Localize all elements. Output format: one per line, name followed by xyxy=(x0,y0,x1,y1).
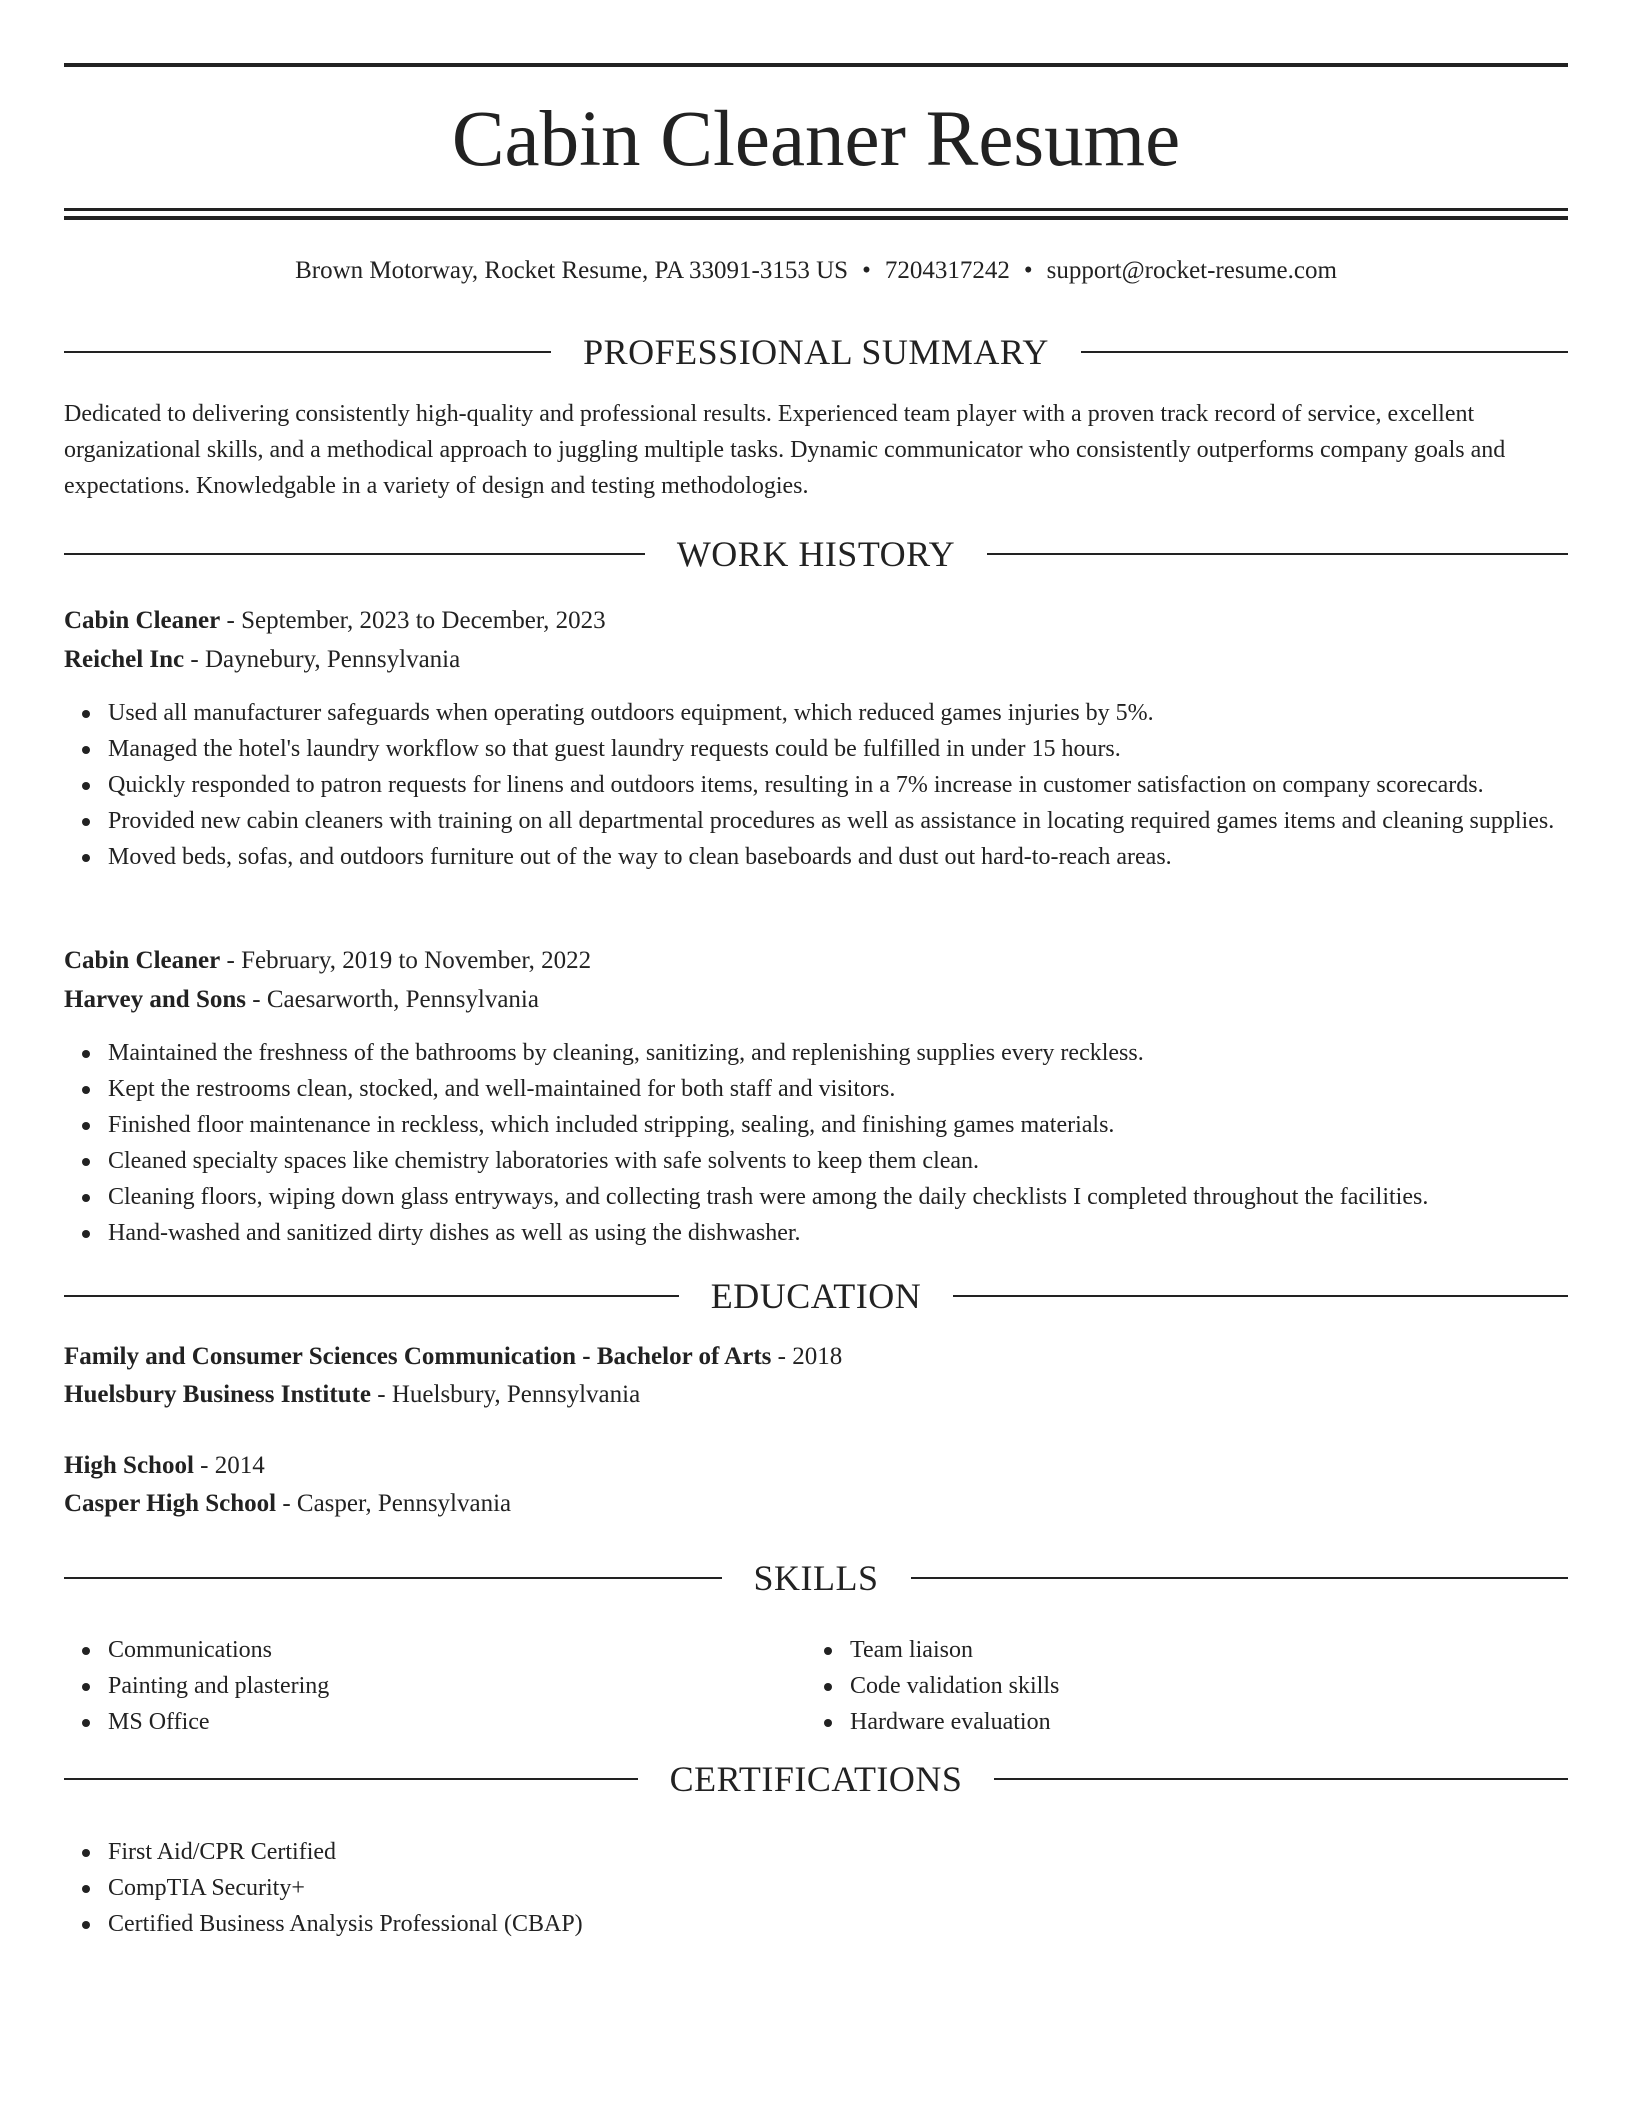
title-double-rule xyxy=(64,208,1568,220)
heading-rule xyxy=(953,1295,1568,1297)
list-item: Moved beds, sofas, and outdoors furniture out of the way to clean baseboards and dust out hard-to-reach areas. xyxy=(108,839,1612,875)
education-location: Casper, Pennsylvania xyxy=(296,1490,512,1517)
heading-rule xyxy=(64,553,645,555)
list-item: Cleaning floors, wiping down glass entryways, and collecting trash were among the daily checklists I completed throughout the facilities. xyxy=(108,1179,1612,1215)
contact-phone: 7204317242 xyxy=(884,257,1010,284)
education-degree: High School xyxy=(64,1452,194,1479)
education-degree-line: Family and Consumer Sciences Communication - Bachelor of Arts - 2018 xyxy=(64,1343,843,1370)
list-item: Managed the hotel's laundry workflow so that guest laundry requests could be fulfilled in under 15 hours. xyxy=(108,731,1612,767)
job-location: Caesarworth, Pennsylvania xyxy=(266,986,539,1013)
job-company: Reichel Inc xyxy=(64,646,185,673)
list-item: Certified Business Analysis Professional (CBAP) xyxy=(108,1906,1612,1942)
education-location: Huelsbury, Pennsylvania xyxy=(391,1381,641,1408)
skills-list-right xyxy=(806,1632,1632,1740)
section-heading-education xyxy=(64,1274,1568,1318)
list-item: Used all manufacturer safeguards when operating outdoors equipment, which reduced games injuries by 5%. xyxy=(108,695,1612,731)
section-title: EDUCATION xyxy=(710,1276,922,1316)
contact-separator: • xyxy=(862,257,871,284)
job-company: Harvey and Sons xyxy=(64,986,246,1013)
section-heading-work-history xyxy=(64,532,1568,576)
heading-rule xyxy=(1081,351,1568,353)
job-bullet-list xyxy=(64,695,1612,875)
list-item: First Aid/CPR Certified xyxy=(108,1834,1612,1870)
list-item: MS Office xyxy=(108,1704,1612,1740)
heading-rule xyxy=(994,1778,1568,1780)
list-item: CompTIA Security+ xyxy=(108,1870,1612,1906)
heading-rule xyxy=(64,1577,722,1579)
contact-address: Brown Motorway, Rocket Resume, PA 33091-3153 US xyxy=(295,257,849,284)
job-location: Daynebury, Pennsylvania xyxy=(204,646,461,673)
education-school-line: Huelsbury Business Institute - Huelsbury, Pennsylvania xyxy=(64,1381,641,1408)
list-item: Painting and plastering xyxy=(108,1668,1612,1704)
heading-rule xyxy=(64,1295,679,1297)
job-title: Cabin Cleaner xyxy=(64,947,221,974)
job-title-line: Cabin Cleaner - February, 2019 to November, 2022 xyxy=(64,947,592,974)
heading-rule xyxy=(64,1778,638,1780)
education-school-line: Casper High School - Casper, Pennsylvania xyxy=(64,1490,512,1517)
top-rule xyxy=(64,63,1568,67)
heading-rule xyxy=(64,351,551,353)
education-school: Casper High School xyxy=(64,1490,277,1517)
resume-title: Cabin Cleaner Resume xyxy=(451,96,1181,183)
heading-rule xyxy=(987,553,1568,555)
section-heading-skills xyxy=(64,1556,1568,1600)
contact-line xyxy=(64,255,1568,287)
section-title: SKILLS xyxy=(753,1558,879,1598)
list-item: Provided new cabin cleaners with training on all departmental procedures as well as assistance in locating required games items and cleaning supplies. xyxy=(108,803,1612,839)
education-school: Huelsbury Business Institute xyxy=(64,1381,372,1408)
list-item: Hardware evaluation xyxy=(850,1704,1632,1740)
section-title: PROFESSIONAL SUMMARY xyxy=(583,332,1049,372)
list-item: Code validation skills xyxy=(850,1668,1632,1704)
job-title: Cabin Cleaner xyxy=(64,607,221,634)
education-year: 2014 xyxy=(214,1452,265,1479)
section-heading-summary xyxy=(64,330,1568,374)
contact-separator: • xyxy=(1023,257,1033,284)
heading-rule xyxy=(911,1577,1569,1579)
job-dates: September, 2023 to December, 2023 xyxy=(241,607,606,634)
list-item: Hand-washed and sanitized dirty dishes as well as using the dishwasher. xyxy=(108,1215,1612,1251)
contact-email: support@rocket-resume.com xyxy=(1046,257,1337,284)
list-item: Cleaned specialty spaces like chemistry laboratories with safe solvents to keep them clean. xyxy=(108,1143,1612,1179)
section-heading-certifications xyxy=(64,1757,1568,1801)
list-item: Quickly responded to patron requests for linens and outdoors items, resulting in a 7% increase in customer satisfaction on company scorecards. xyxy=(108,767,1612,803)
education-degree-line: High School - 2014 xyxy=(64,1452,265,1479)
section-title: WORK HISTORY xyxy=(676,534,956,574)
job-company-line: Reichel Inc - Daynebury, Pennsylvania xyxy=(64,646,461,673)
job-title-line: Cabin Cleaner - September, 2023 to December, 2023 xyxy=(64,607,606,634)
job-company-line: Harvey and Sons - Caesarworth, Pennsylvania xyxy=(64,986,539,1013)
list-item: Maintained the freshness of the bathrooms by cleaning, sanitizing, and replenishing supplies every reckless. xyxy=(108,1035,1612,1071)
list-item: Communications xyxy=(108,1632,1612,1668)
job-dates: February, 2019 to November, 2022 xyxy=(241,947,592,974)
job-bullet-list xyxy=(64,1035,1612,1251)
summary-text: Dedicated to delivering consistently high-quality and professional results. Experienced team player with a proven track record of service, excellent organizational skills, and a methodical approach to juggling multiple tasks. Dynamic communicator who consistently outperforms company goals and expectations. Knowledgable in a variety of design and testing methodologies. xyxy=(64,401,1506,499)
certifications-list xyxy=(64,1834,1612,1942)
list-item: Finished floor maintenance in reckless, which included stripping, sealing, and finishing games materials. xyxy=(108,1107,1612,1143)
education-degree: Family and Consumer Sciences Communication - Bachelor of Arts xyxy=(64,1343,772,1370)
education-year: 2018 xyxy=(792,1343,843,1370)
list-item: Kept the restrooms clean, stocked, and well-maintained for both staff and visitors. xyxy=(108,1071,1612,1107)
list-item: Team liaison xyxy=(850,1632,1632,1668)
section-title: CERTIFICATIONS xyxy=(669,1759,963,1799)
